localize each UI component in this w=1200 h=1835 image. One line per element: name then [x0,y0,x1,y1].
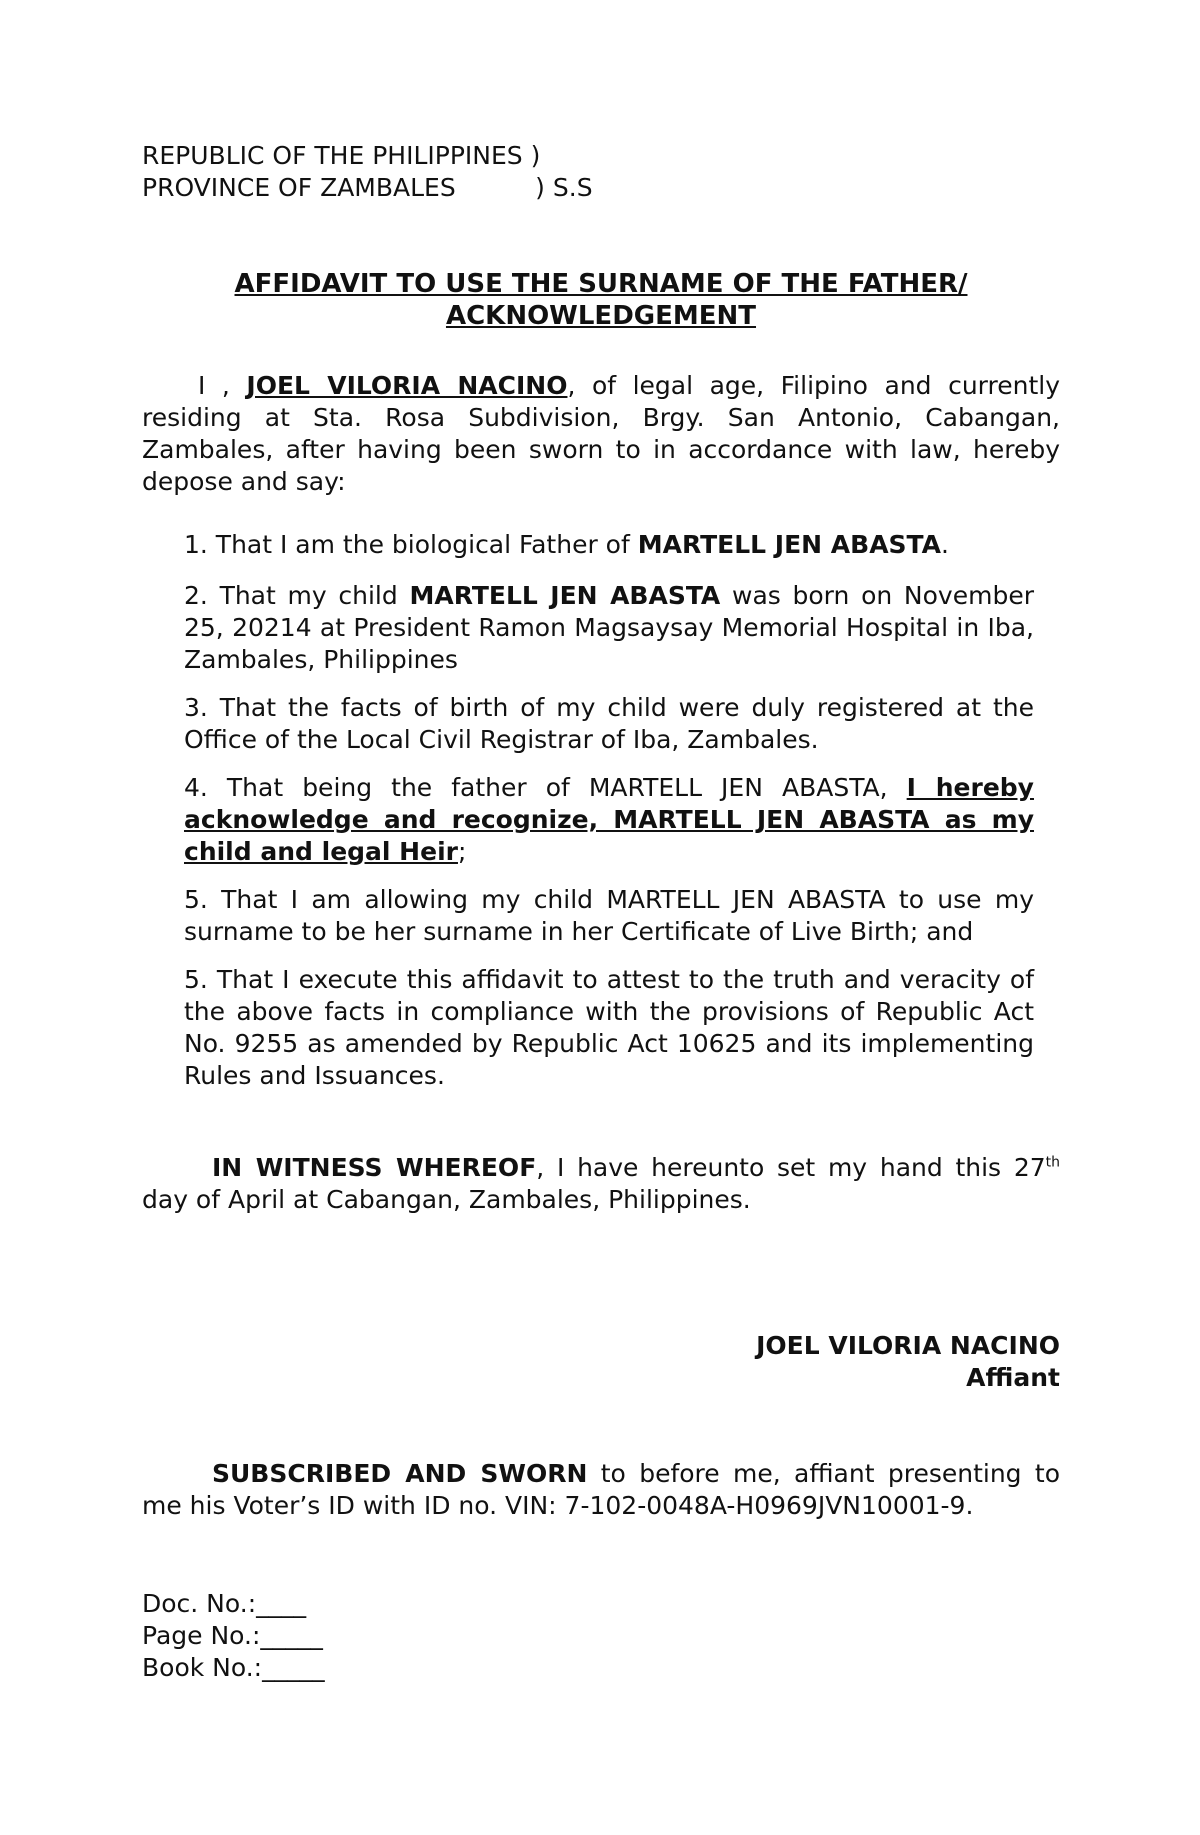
statement-4-text: 4. That being the father of MARTELL JEN ABASTA, [184,773,907,802]
statement-6 [184,964,1034,1092]
caption-republic: REPUBLIC OF THE PHILIPPINES ) [142,141,541,170]
affiant-name: JOEL VILORIA NACINO [246,371,568,400]
witness-tail: day of April at Cabangan, Zambales, Philippines. [142,1185,751,1214]
intro-paragraph [142,370,1060,498]
venue-caption [142,140,593,204]
child-name: MARTELL JEN ABASTA [409,581,721,610]
statement-5-text: 5. That I am allowing my child MARTELL JEN ABASTA to use my surname to be her surname in her Certificate of Live Birth; and [184,885,1034,946]
statement-4 [184,772,1034,868]
child-name: MARTELL JEN ABASTA [637,530,942,559]
intro-prefix: I , [198,371,247,400]
statement-2-details: was born on November 25, 20214 at President Ramon Magsaysay Memorial Hospital in Iba, Zambales, Philippines [184,581,1034,674]
statement-2 [184,580,1034,676]
book-number-field: Book No.:_____ [142,1653,325,1682]
statement-4-end: ; [457,837,467,866]
caption-province: PROVINCE OF ZAMBALES ) S.S [142,173,593,202]
page-number-field: Page No.:_____ [142,1621,323,1650]
intro-text: , of legal age, Filipino and currently residing at Sta. Rosa Subdivision, Brgy. San Antonio, Cabangan, Zambales, after having been sworn to in accordance with law, hereby depose and say: [142,371,1060,496]
signature-block [756,1330,1060,1394]
jurat-heading: SUBSCRIBED AND SWORN [212,1459,588,1488]
title-line-1: AFFIDAVIT TO USE THE SURNAME OF THE FATHER/ [234,269,968,299]
jurat-paragraph [142,1458,1060,1522]
statement-6-text: 5. That I execute this affidavit to attest to the truth and veracity of the above facts in compliance with the provisions of Republic Act No. 9255 as amended by Republic Act 10625 and its implementing Rules and Issuances. [184,965,1034,1090]
statement-5 [184,884,1034,948]
statement-3 [184,692,1034,756]
witness-heading: IN WITNESS WHEREOF [212,1153,537,1182]
witness-paragraph [142,1152,1060,1216]
jurat-text: to before me, affiant presenting to me his Voter’s ID with ID no. VIN: 7-102-0048A-H0969JVN10001-9. [142,1459,1060,1520]
signatory-role: Affiant [966,1363,1060,1392]
statement-1 [184,529,1034,561]
doc-number-field: Doc. No.:____ [142,1589,307,1618]
statement-1-text: 1. That I am the biological Father of [184,530,638,559]
document-title [142,268,1060,332]
witness-text: , I have hereunto set my hand this 27 [536,1153,1046,1182]
signatory-name: JOEL VILORIA NACINO [756,1331,1060,1360]
statement-1-end: . [941,530,949,559]
statement-2-text: 2. That my child [184,581,410,610]
statement-3-text: 3. That the facts of birth of my child were duly registered at the Office of the Local Civil Registrar of Iba, Zambales. [184,693,1034,754]
ordinal-suffix: th [1045,1154,1061,1171]
acknowledgement-clause: I hereby acknowledge and recognize, MARTELL JEN ABASTA as my child and legal Heir [184,773,1034,866]
title-line-2: ACKNOWLEDGEMENT [445,301,757,331]
notarial-register [142,1588,325,1684]
